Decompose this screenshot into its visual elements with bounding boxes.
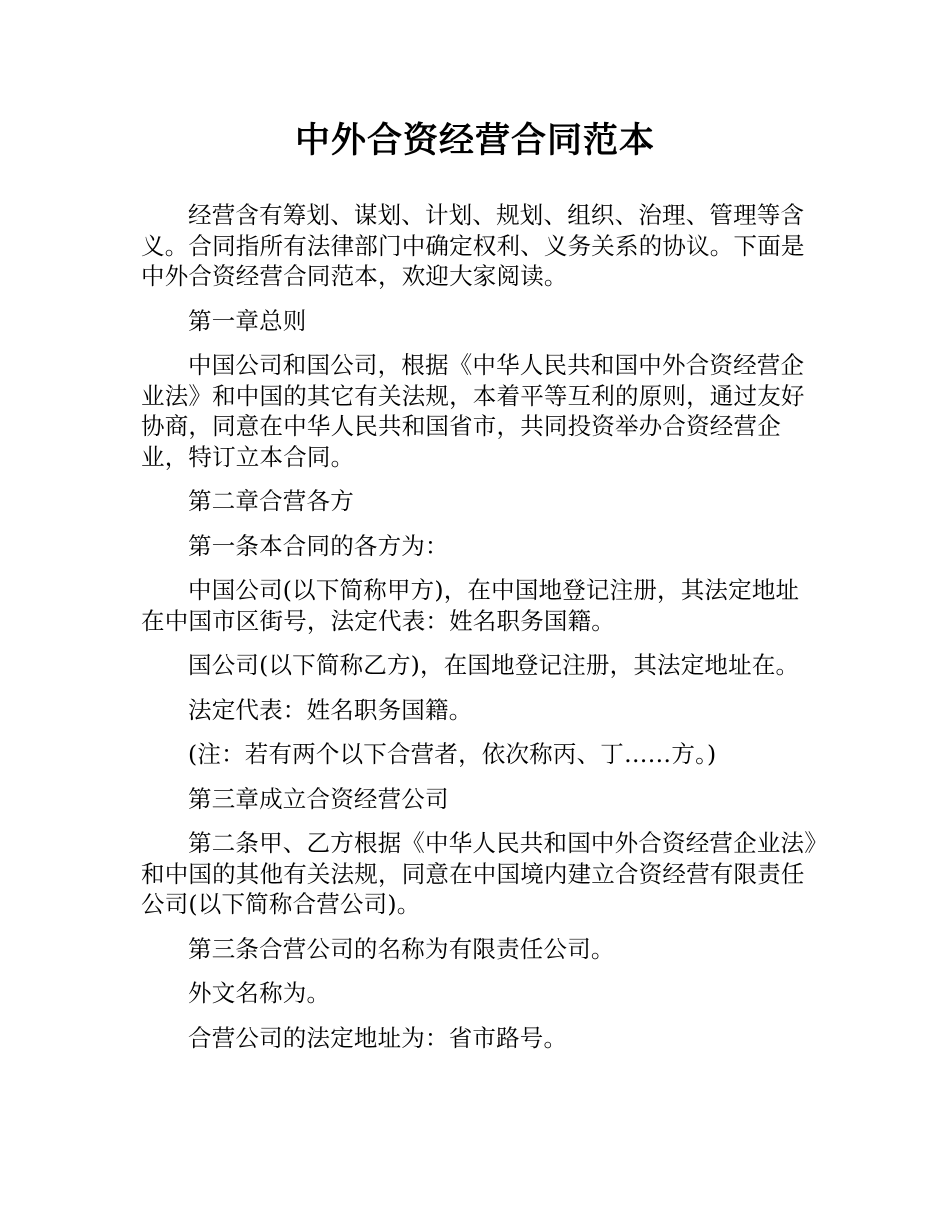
- document-title: 中外合资经营合同范本: [294, 121, 655, 161]
- paragraph-general: 中国公司和国公司，根据《中华人民共和国中外合资经营企业法》和中国的其它有关法规，本着平等互利的原则，通过友好协商，同意在中华人民共和国省市，共同投资举办合资经营企业，特订立本合同。: [141, 351, 805, 471]
- paragraph-article-1: 第一条本合同的各方为：: [188, 531, 449, 560]
- paragraph-party-b: 国公司(以下简称乙方)，在国地登记注册，其法定地址在。: [188, 651, 800, 679]
- paragraph-note: (注：若有两个以下合营者，依次称丙、丁……方。): [188, 740, 717, 768]
- paragraph-legal-address: 合营公司的法定地址为：省市路号。: [188, 1023, 568, 1052]
- paragraph-article-2: 第二条甲、乙方根据《中华人民共和国中外合资经营企业法》和中国的其他有关法规，同意在中国境内建立合资经营有限责任公司(以下简称合营公司)。: [141, 829, 817, 918]
- heading-chapter-1: 第一章总则: [188, 306, 307, 335]
- heading-chapter-3: 第三章成立合资经营公司: [188, 784, 449, 813]
- paragraph-party-a: 中国公司(以下简称甲方)，在中国地登记注册，其法定地址在中国市区街号，法定代表：姓名职务国籍。: [141, 576, 800, 635]
- paragraph-intro: 经营含有筹划、谋划、计划、规划、组织、治理、管理等含义。合同指所有法律部门中确定权利、义务关系的协议。下面是中外合资经营合同范本，欢迎大家阅读。: [141, 201, 805, 290]
- paragraph-article-3: 第三条合营公司的名称为有限责任公司。: [188, 934, 615, 963]
- paragraph-foreign-name: 外文名称为。: [188, 979, 331, 1007]
- paragraph-legal-rep: 法定代表：姓名职务国籍。: [188, 695, 473, 724]
- document-body: [141, 200, 821, 1067]
- heading-chapter-2: 第二章合营各方: [188, 487, 354, 515]
